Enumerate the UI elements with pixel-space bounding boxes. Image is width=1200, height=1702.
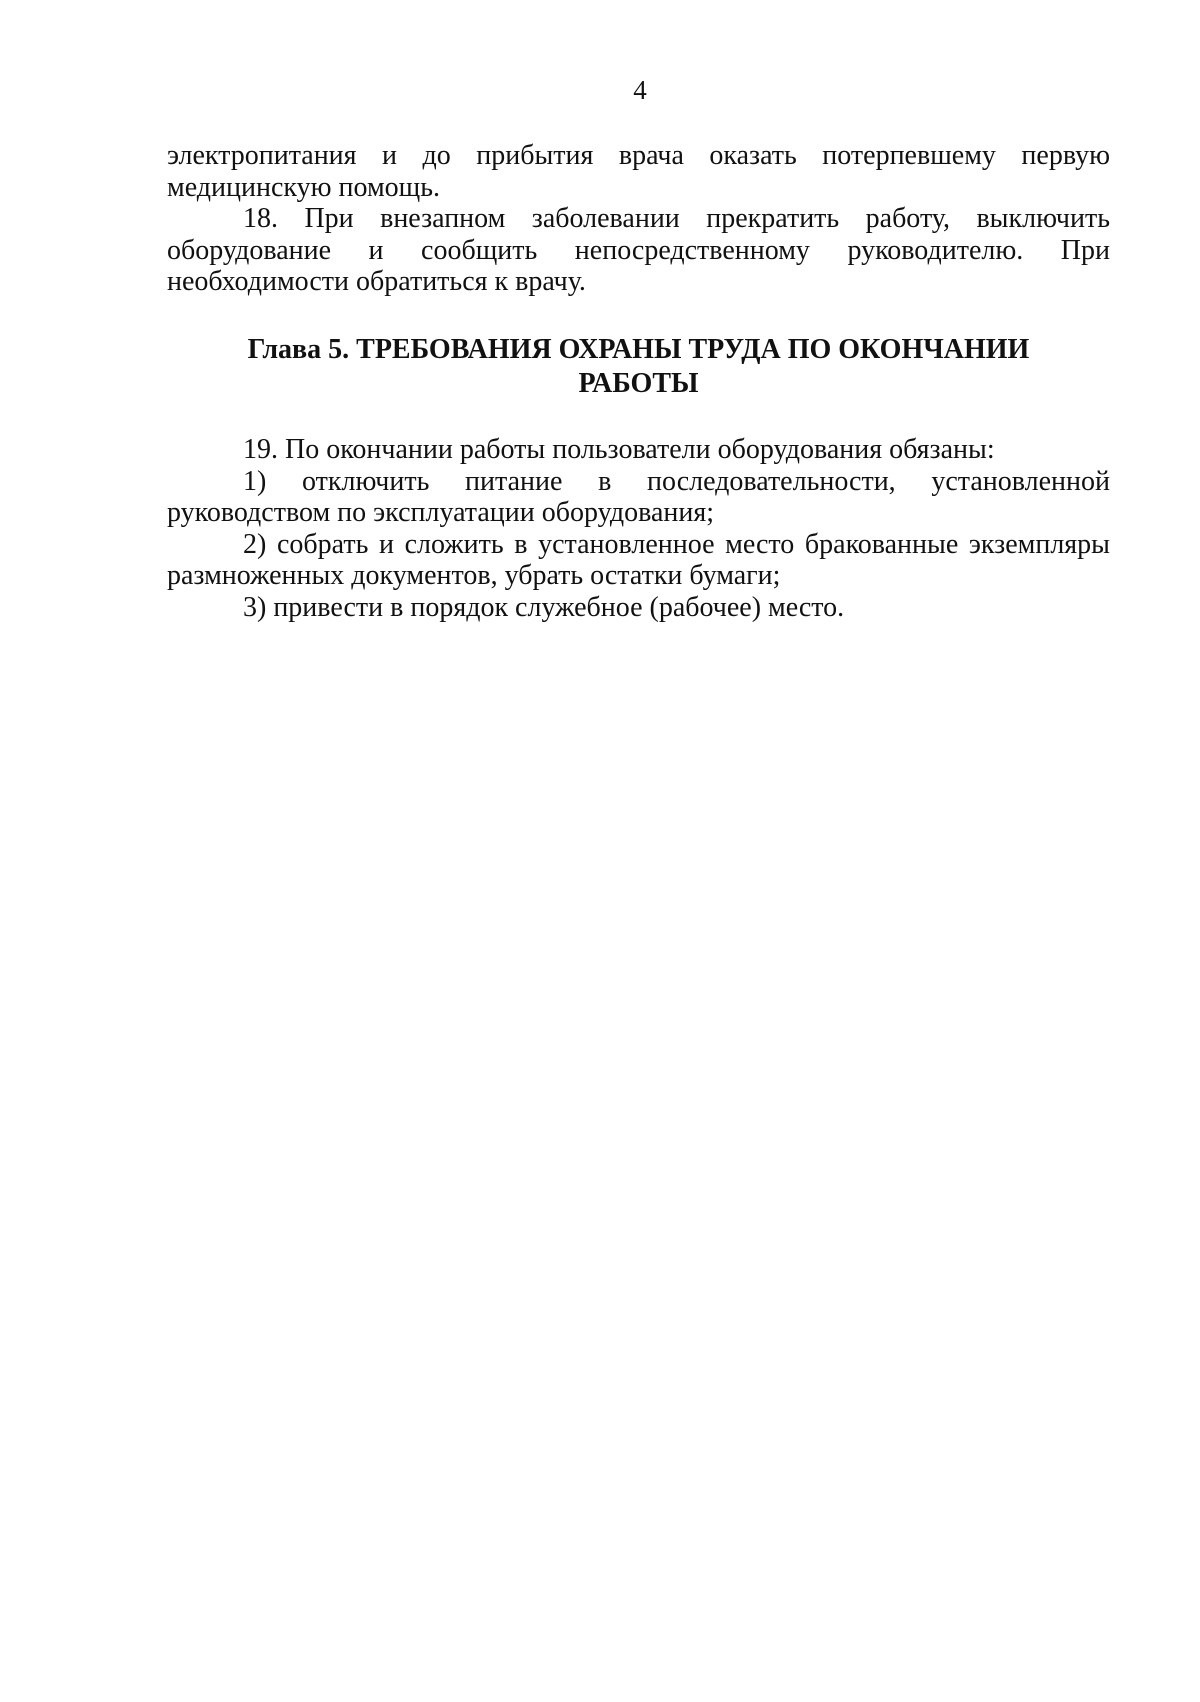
- list-item-2: 2) собрать и сложить в установленное место бракованные экземпляры размноженных документов, убрать остатки бумаги;: [167, 528, 1110, 591]
- paragraph-continuation: электропитания и до прибытия врача оказать потерпевшему первую медицинскую помощь.: [167, 140, 1110, 203]
- chapter-heading: [167, 333, 1110, 401]
- page-number: 4: [633, 75, 647, 105]
- chapter-heading-line-2: РАБОТЫ: [578, 368, 699, 399]
- paragraph-item-18: 18. При внезапном заболевании прекратить работу, выключить оборудование и сообщить непосредственному руководителю. При необходимости обратиться к врачу.: [167, 203, 1110, 297]
- list-item-1: 1) отключить питание в последовательности, установленной руководством по эксплуатации оборудования;: [167, 465, 1110, 528]
- paragraph-item-19: 19. По окончании работы пользователи оборудования обязаны:: [243, 434, 995, 465]
- text-block-top: [167, 140, 1110, 298]
- text-block-bottom: [167, 434, 1110, 623]
- chapter-heading-line-1: Глава 5. ТРЕБОВАНИЯ ОХРАНЫ ТРУДА ПО ОКОНЧАНИИ: [247, 334, 1030, 365]
- list-item-3: 3) привести в порядок служебное (рабочее) место.: [243, 591, 845, 623]
